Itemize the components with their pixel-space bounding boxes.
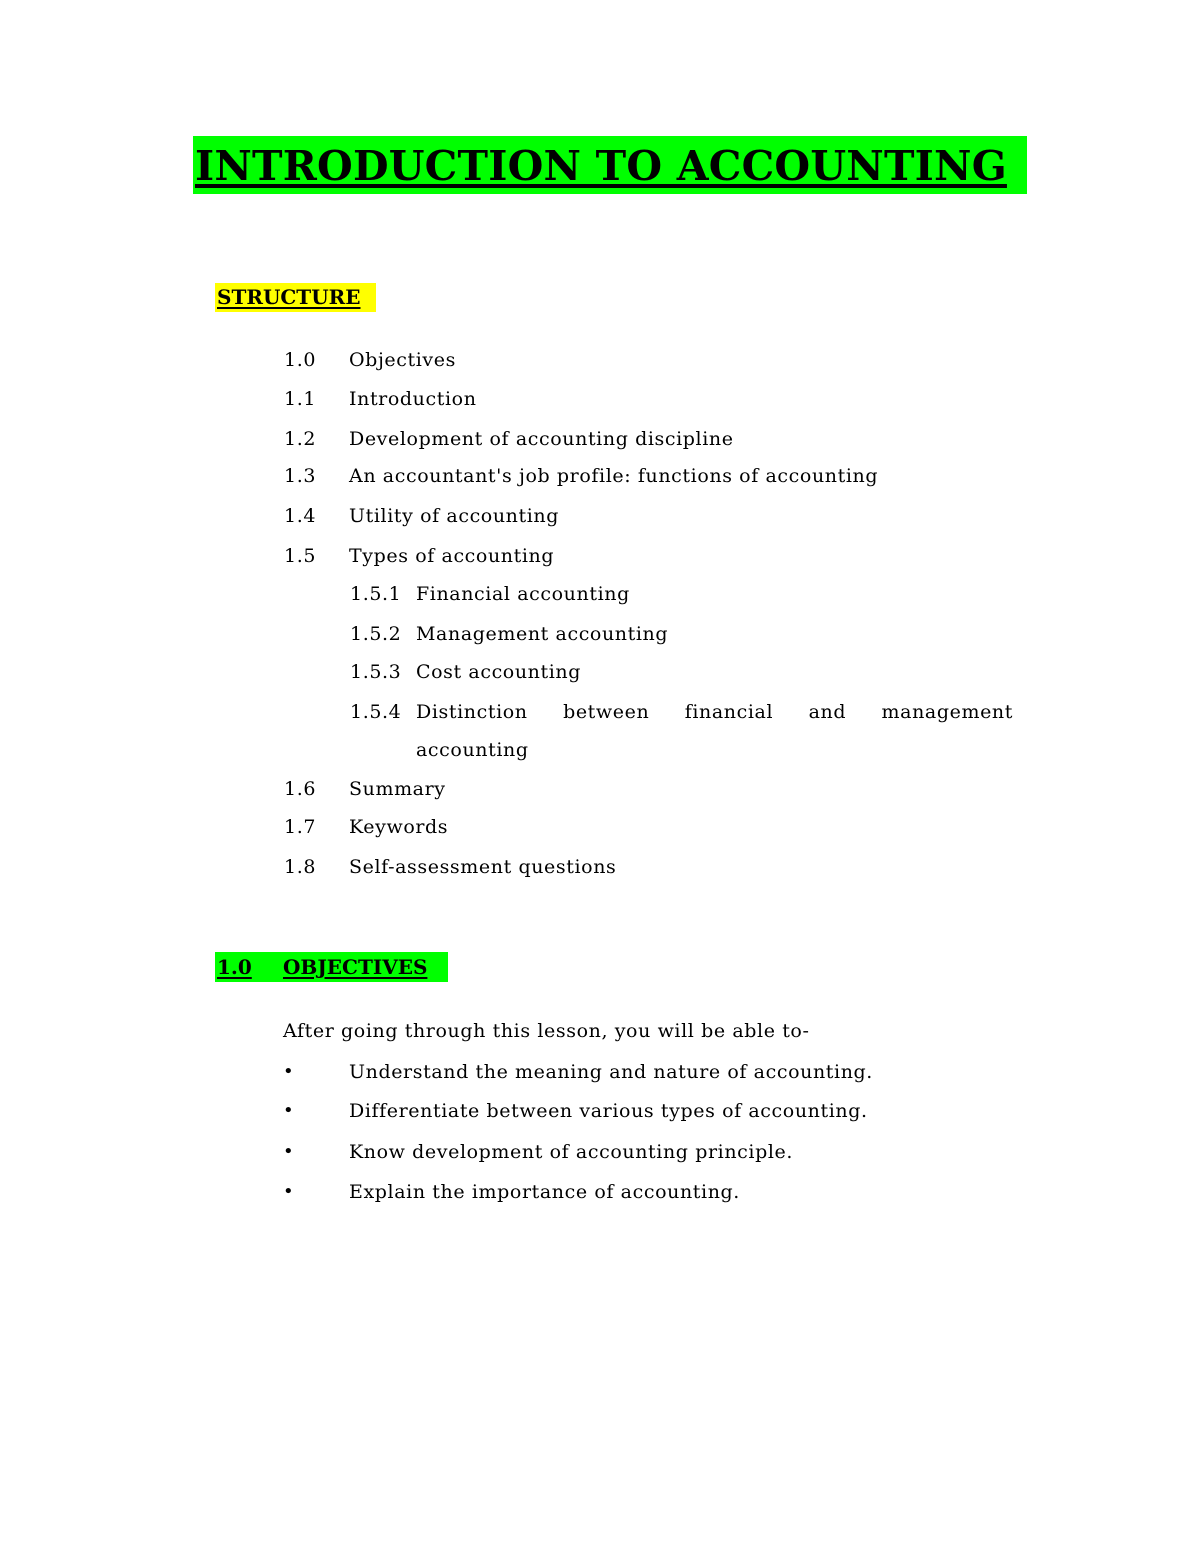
- toc-text: Development of accounting discipline: [349, 428, 734, 450]
- toc-word: financial: [684, 701, 774, 723]
- objective-text: Know development of accounting principle.: [349, 1141, 793, 1163]
- toc-number: 1.2: [284, 428, 317, 450]
- toc-number: 1.0: [284, 349, 317, 371]
- bullet-icon: •: [283, 1181, 295, 1202]
- bullet-icon: •: [283, 1141, 295, 1162]
- toc-number: 1.5.1: [350, 583, 402, 605]
- toc-text-continuation: accounting: [416, 739, 529, 761]
- structure-heading: STRUCTURE: [217, 285, 361, 309]
- objectives-section-number: 1.0: [217, 955, 252, 979]
- toc-word: and: [808, 701, 847, 723]
- toc-number: 1.4: [284, 505, 317, 527]
- toc-number: 1.6: [284, 778, 317, 800]
- objective-text: Differentiate between various types of accounting.: [349, 1100, 868, 1122]
- toc-number: 1.5.4: [350, 701, 402, 723]
- bullet-icon: •: [283, 1061, 295, 1082]
- toc-word: between: [563, 701, 650, 723]
- toc-number: 1.1: [284, 388, 317, 410]
- objectives-heading: OBJECTIVES: [283, 955, 428, 979]
- toc-number: 1.3: [284, 465, 317, 487]
- toc-text: Objectives: [349, 349, 456, 371]
- toc-text: Introduction: [349, 388, 477, 410]
- toc-text: Self-assessment questions: [349, 856, 617, 878]
- toc-text: Utility of accounting: [349, 505, 560, 527]
- toc-text: Management accounting: [416, 623, 669, 645]
- toc-number: 1.5: [284, 545, 317, 567]
- toc-text-justified: [416, 699, 1013, 725]
- toc-text: Summary: [349, 778, 446, 800]
- toc-number: 1.8: [284, 856, 317, 878]
- toc-text: An accountant's job profile: functions of accounting: [349, 465, 879, 487]
- page-title: INTRODUCTION TO ACCOUNTING: [195, 142, 1007, 190]
- toc-number: 1.5.2: [350, 623, 402, 645]
- toc-text: Keywords: [349, 816, 449, 838]
- objective-text: Understand the meaning and nature of accounting.: [349, 1061, 873, 1083]
- toc-number: 1.7: [284, 816, 317, 838]
- toc-text: Financial accounting: [416, 583, 630, 605]
- toc-word: management: [881, 701, 1013, 723]
- objectives-intro: After going through this lesson, you will be able to-: [283, 1020, 810, 1042]
- toc-number: 1.5.3: [350, 661, 402, 683]
- toc-text: Types of accounting: [349, 545, 555, 567]
- toc-text: Cost accounting: [416, 661, 582, 683]
- bullet-icon: •: [283, 1100, 295, 1121]
- objective-text: Explain the importance of accounting.: [349, 1181, 740, 1203]
- toc-word: Distinction: [416, 701, 528, 723]
